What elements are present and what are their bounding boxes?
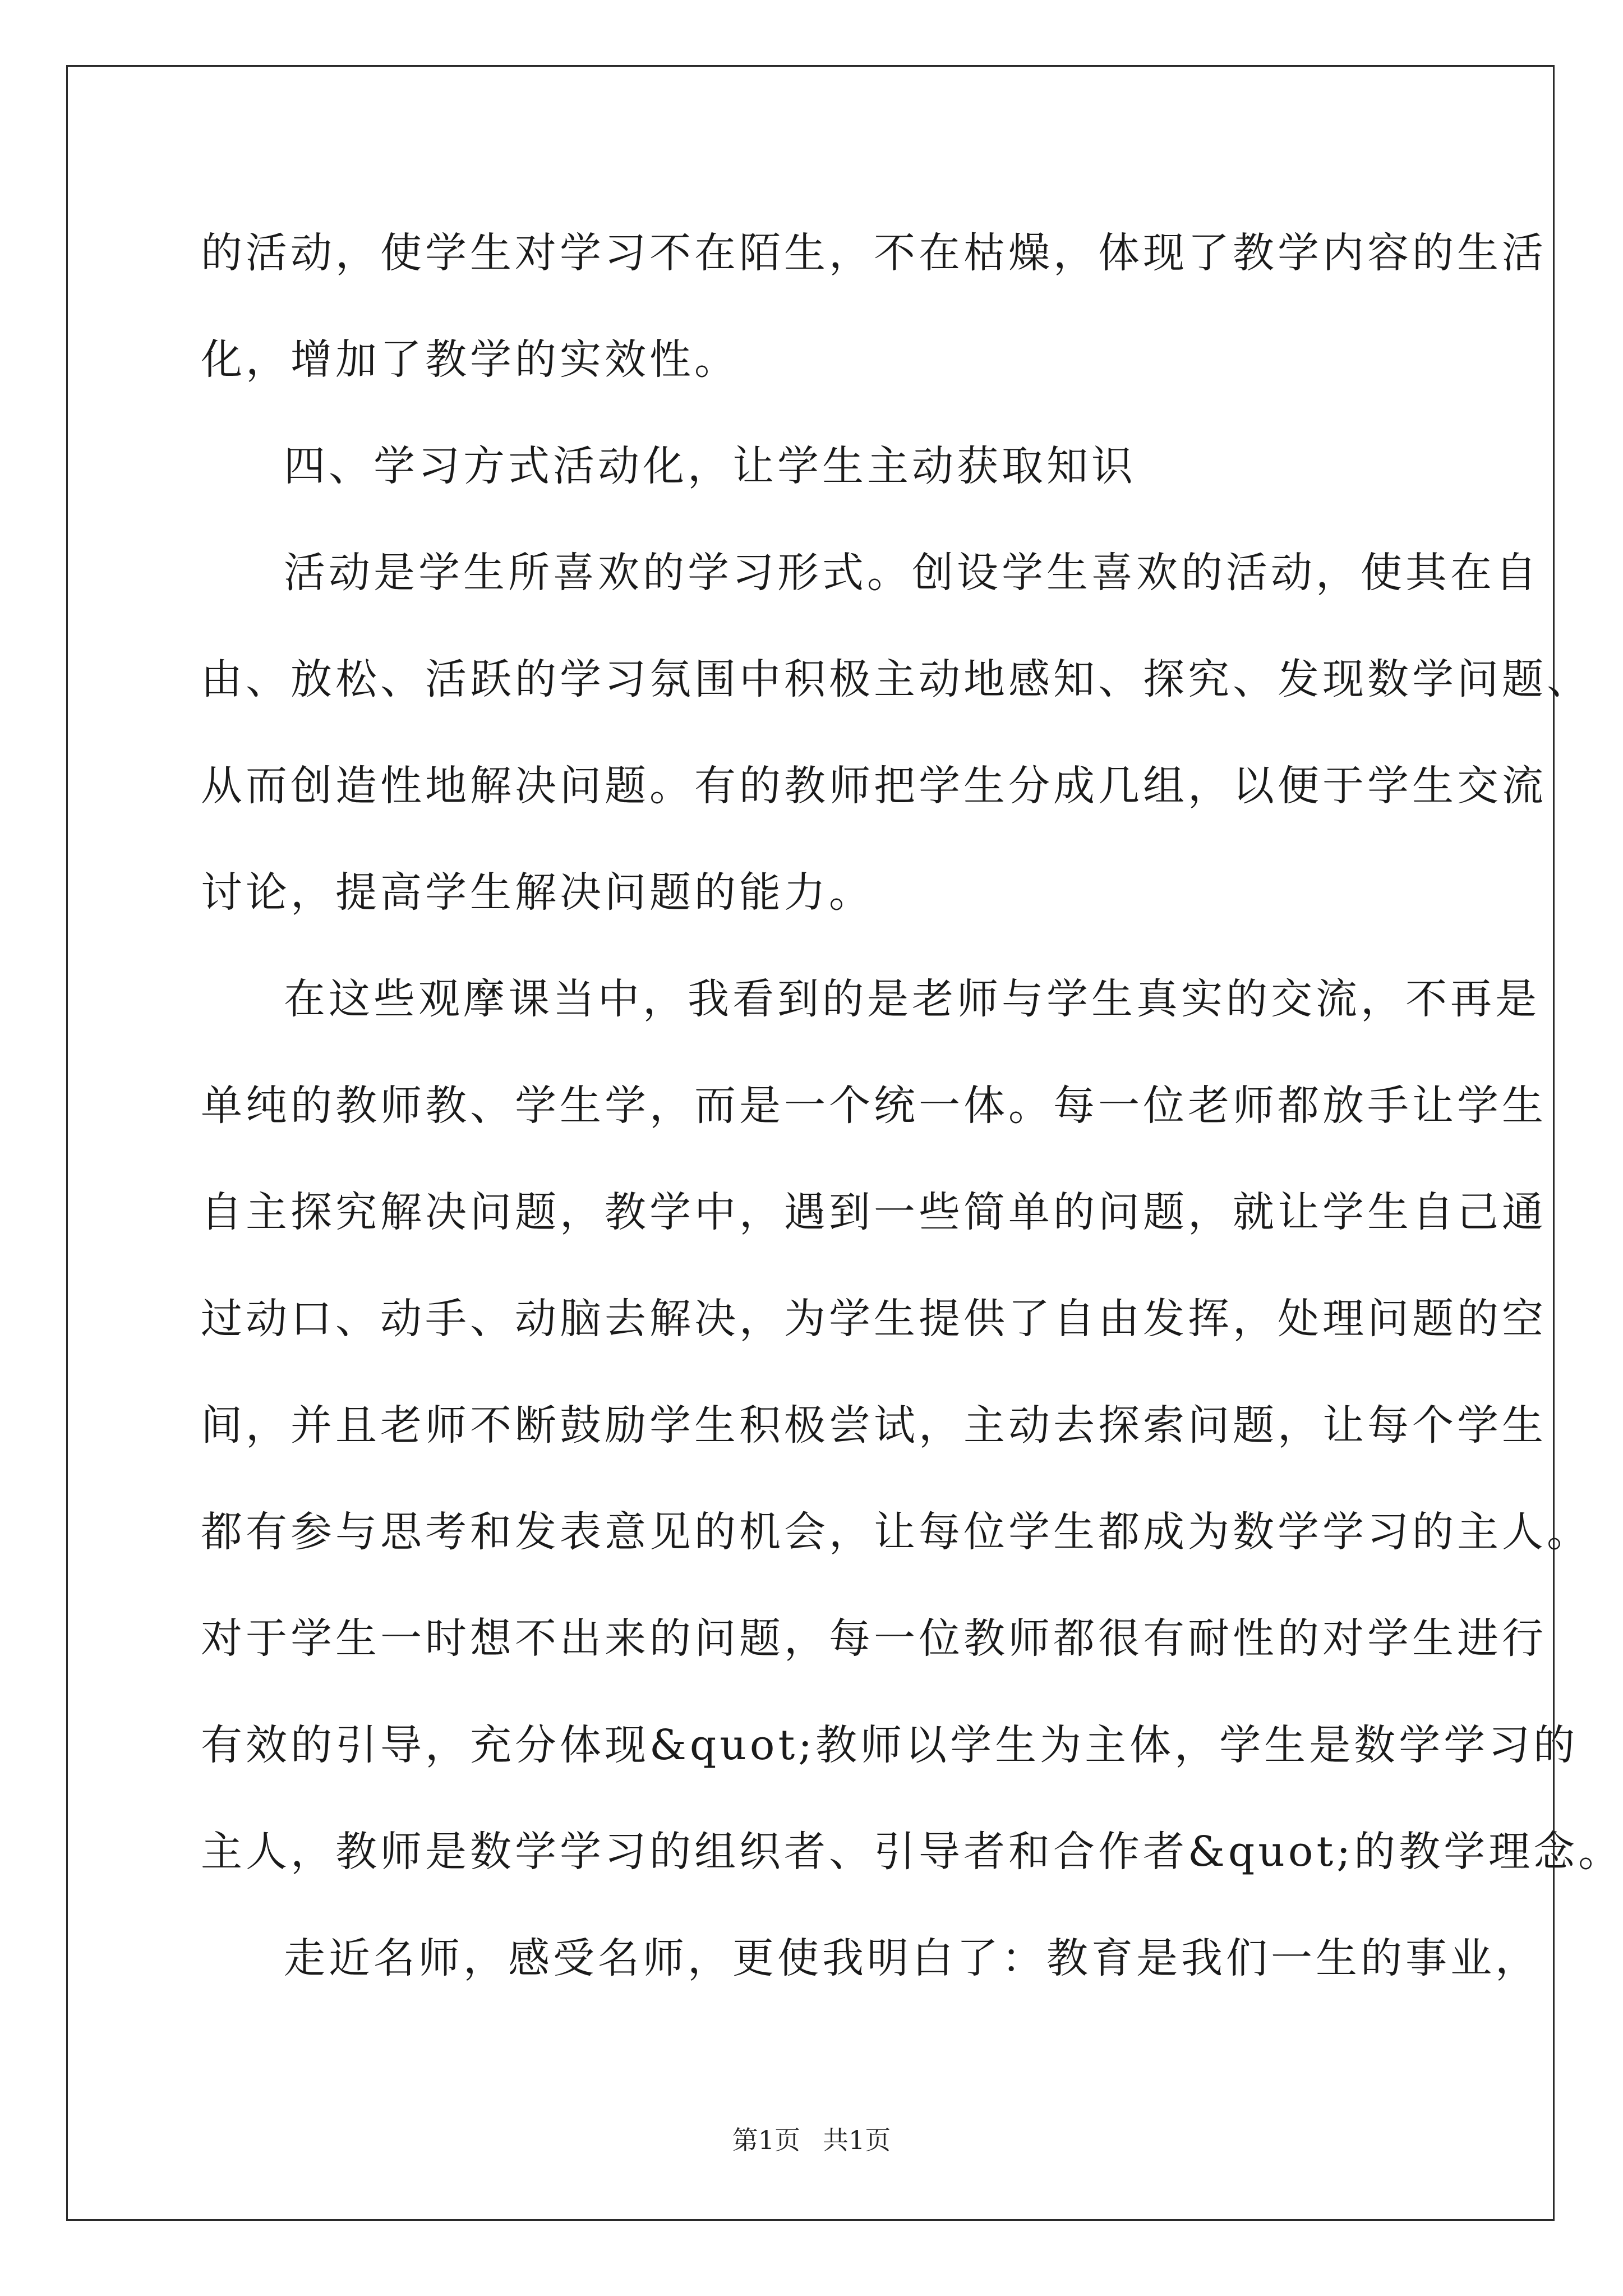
text-line: 走近名师，感受名师，更使我明白了：教育是我们一生的事业， [284, 1934, 1540, 1982]
text-line: 有效的引导，充分体现&quot;教师以学生为主体，学生是数学学习的 [201, 1721, 1579, 1769]
text-line: 活动是学生所喜欢的学习形式。创设学生喜欢的活动，使其在自 [284, 549, 1540, 597]
text-line: 单纯的教师教、学生学，而是一个统一体。每一位老师都放手让学生 [201, 1082, 1547, 1130]
page-footer [0, 2123, 1623, 2157]
section-heading: 四、学习方式活动化，让学生主动获取知识 [284, 442, 1136, 490]
document-body [201, 211, 1623, 2023]
page-total: 共1页 [823, 2125, 891, 2155]
text-line: 间，并且老师不断鼓励学生积极尝试，主动去探索问题，让每个学生 [201, 1401, 1547, 1450]
page-number: 第1页 [732, 2125, 800, 2155]
text-line: 讨论，提高学生解决问题的能力。 [201, 868, 874, 917]
text-line: 从而创造性地解决问题。有的教师把学生分成几组，以便于学生交流 [201, 762, 1547, 810]
text-line: 化，增加了教学的实效性。 [201, 335, 739, 384]
text-line: 过动口、动手、动脑去解决，为学生提供了自由发挥，处理问题的空 [201, 1295, 1547, 1343]
text-line: 主人，教师是数学学习的组织者、引导者和合作者&quot;的教学理念。 [201, 1828, 1623, 1876]
text-line: 的活动，使学生对学习不在陌生，不在枯燥，体现了教学内容的生活 [201, 229, 1547, 277]
text-line: 都有参与思考和发表意见的机会，让每位学生都成为数学学习的主人。 [201, 1508, 1592, 1556]
text-line: 由、放松、活跃的学习氛围中积极主动地感知、探究、发现数学问题、 [201, 655, 1592, 703]
text-line: 在这些观摩课当中，我看到的是老师与学生真实的交流，不再是 [284, 975, 1540, 1023]
text-line: 对于学生一时想不出来的问题，每一位教师都很有耐性的对学生进行 [201, 1614, 1547, 1663]
text-line: 自主探究解决问题，教学中，遇到一些简单的问题，就让学生自己通 [201, 1188, 1547, 1236]
